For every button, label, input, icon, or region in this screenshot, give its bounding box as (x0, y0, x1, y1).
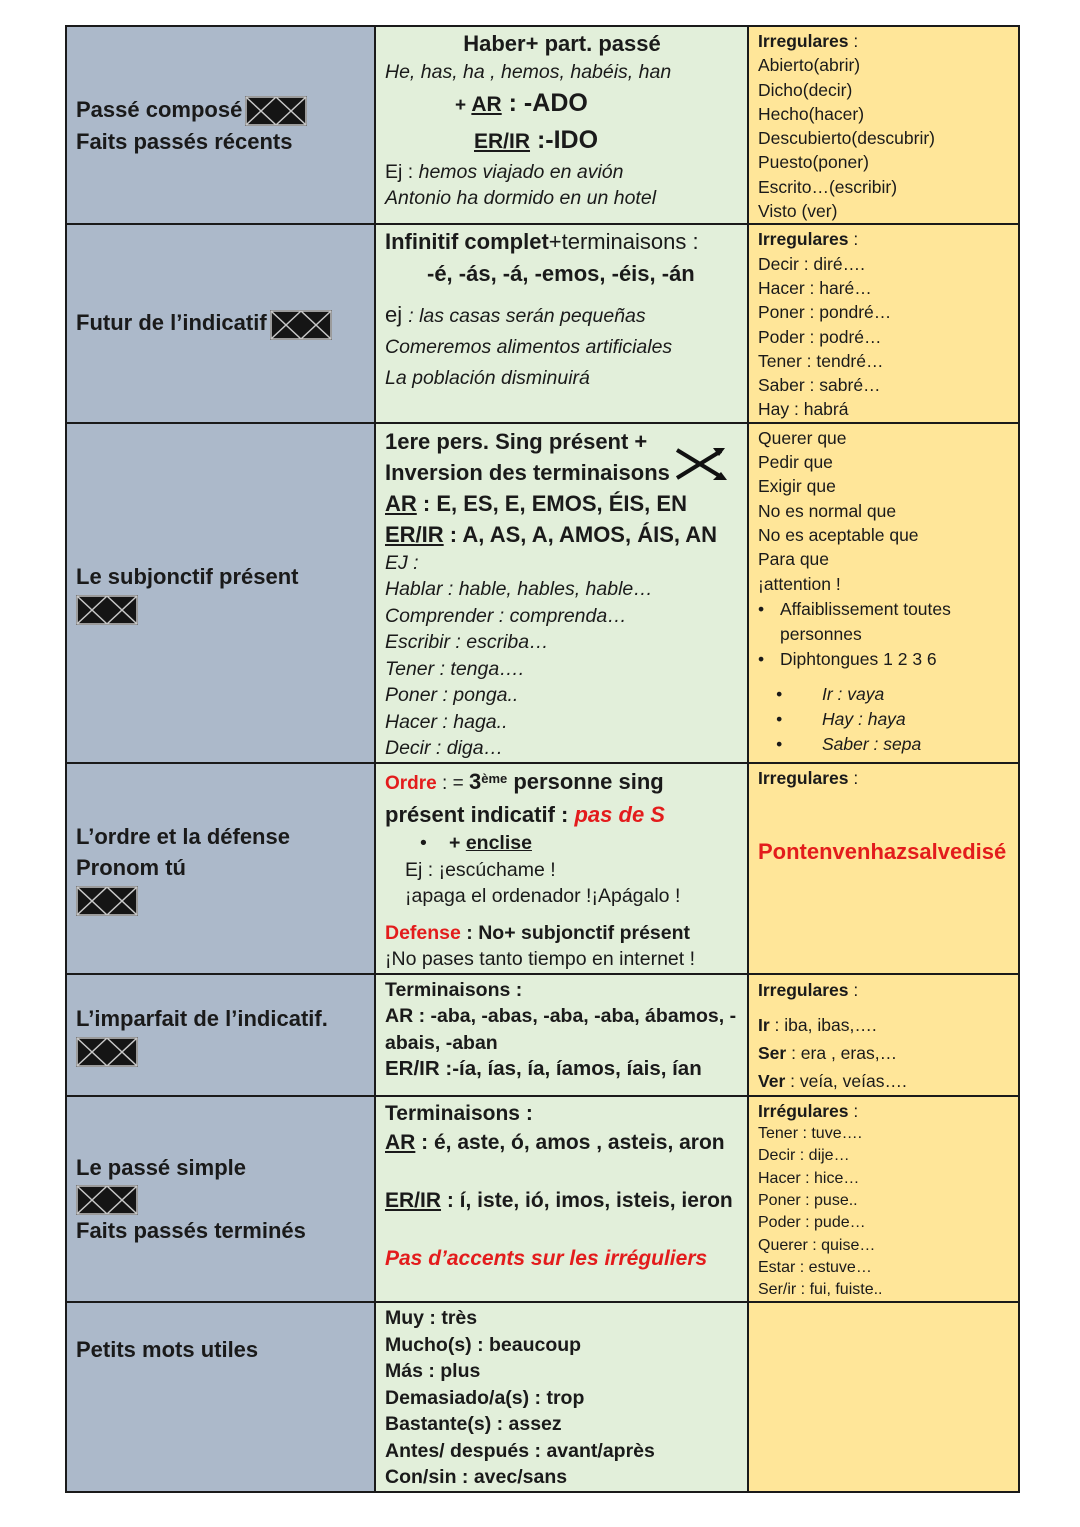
irregular-item: Poder : podré… (758, 326, 882, 347)
trigger-item: Querer que (758, 427, 847, 448)
example: ¡apaga el ordenador !¡Apágalo ! (405, 885, 681, 908)
vocab-item: Con/sin : avec/sans (385, 1466, 568, 1489)
bullet-item: • Diphtongues 1 2 3 6 (716, 647, 1010, 672)
bullet-list (385, 830, 739, 857)
row-passe-simple (66, 1096, 1019, 1303)
example: Comeremos alimentos artificiales (385, 336, 673, 359)
rule-warning: Pas d’accents sur les irréguliers (385, 1246, 708, 1270)
example: Comprender : comprenda… (385, 604, 627, 627)
irregular-item: Tener : tendré… (758, 350, 884, 371)
rule-cell: Haber+ part. passé He, has, ha , hemos, habéis, han + AR : -ADO ER/IR :-IDO Ej : hemos viajado en avión Antonio ha dormido en un hotel (375, 26, 748, 224)
crossed-box-icon (76, 595, 138, 625)
endings: -é, -ás, -á, -emos, -éis, -án (427, 261, 695, 287)
example: Tener : tenga…. (385, 657, 525, 680)
crossed-box-icon (76, 1185, 138, 1215)
row-subjonctif (66, 423, 1019, 763)
example: Poner : ponga.. (385, 684, 519, 707)
irregular-item: Visto (ver) (758, 201, 838, 222)
example: Ej : ¡escúchame ! (405, 858, 556, 881)
tense-cell (66, 26, 375, 224)
bullet-item: • Saber : sepa (758, 732, 1010, 757)
irregular-title: Irregulares (758, 31, 849, 51)
vocab-item: Mucho(s) : beaucoup (385, 1333, 582, 1356)
example: Escribir : escriba… (385, 631, 549, 654)
irregular-cell: Irregulares : Decir : diré…. Hacer : haré… Poner : pondré… Poder : podré… Tener : tendré… Saber : sabré… Hay : habrá (748, 224, 1019, 422)
example: ¡No pases tanto tiempo en internet ! (385, 948, 696, 971)
vocab-item: Antes/ después : avant/après (385, 1439, 655, 1462)
rule-cell: Terminaisons : AR : é, aste, ó, amos , asteis, aron ER/IR : í, iste, ió, imos, isteis, ieron Pas d’accents sur les irréguliers (375, 1096, 748, 1303)
bullet-list (716, 597, 1010, 672)
tense-cell (66, 1302, 375, 1492)
irregular-item: Descubierto(descubrir) (758, 128, 936, 149)
irregular-item: Hecho(hacer) (758, 103, 865, 124)
irregular-item: Hacer : haré… (758, 277, 872, 298)
conjugation-line: He, has, ha , hemos, habéis, han (385, 61, 672, 83)
irregular-item: Estar : estuve… (758, 1258, 872, 1276)
defense-label: Defense (385, 921, 461, 944)
tense-name: L’imparfait de l’indicatif. (76, 1005, 328, 1031)
tense-cell (66, 1096, 375, 1303)
tense-name: Le subjonctif présent (76, 563, 299, 589)
tense-cell (66, 423, 375, 763)
irregular-item: Decir : diré…. (758, 253, 865, 274)
trigger-item: Para que (758, 549, 830, 570)
bullet-list (758, 682, 1010, 757)
irregular-title: Irregulares (758, 229, 849, 250)
irregular-title: Irrégulares (758, 1100, 849, 1121)
row-petits-mots (66, 1302, 1019, 1492)
crossed-box-icon (76, 886, 138, 916)
irregular-item: Poder : pude… (758, 1214, 866, 1232)
rule-cell (375, 1302, 748, 1492)
row-futur (66, 224, 1019, 422)
irregular-cell: Irrégulares : Tener : tuve…. Decir : dije… Hacer : hice… Poner : puse.. Poder : pude… Querer : quise… Estar : estuve… Ser/ir : fui, fuiste.. (748, 1096, 1019, 1303)
example: La población disminuirá (385, 367, 590, 390)
bullet-item: • Affaiblissement toutes personnes (716, 597, 1010, 647)
irregular-item: Escrito…(escribir) (758, 176, 898, 197)
example: Decir : diga… (385, 737, 504, 760)
irregular-item: Puesto(poner) (758, 152, 869, 173)
rule-cell: 1ere pers. Sing présent + Inversion des terminaisons AR : E, ES, E, EMOS, ÉIS, EN ER/IR : A, AS, A, AMOS, ÁIS, AN EJ : Hablar : hable, hables, hable… Comprender : comprenda… Escribir : escriba… Tener : tenga…. Poner : ponga.. Hacer : haga.. Decir : diga… (375, 423, 748, 763)
vocab-item: Muy : très (385, 1307, 478, 1330)
rule-cell: Terminaisons : AR : -aba, -abas, -aba, -aba, ábamos, - abais, -aban ER/IR :-ía, ías, ía, íamos, íais, ían (375, 974, 748, 1096)
tense-name: Le passé simple (76, 1155, 246, 1181)
row-passe-compose (66, 26, 1019, 224)
irregular-cell: Irregulares : Abierto(abrir) Dicho(decir) Hecho(hacer) Descubierto(descubrir) Puesto(poner) Escrito…(escribir) Visto (ver) (748, 26, 1019, 224)
vocab-item: Bastante(s) : assez (385, 1413, 562, 1436)
bullet-item: • Ir : vaya (758, 682, 1010, 707)
tense-cell (66, 224, 375, 422)
swap-arrows-icon (673, 444, 731, 484)
example: Antonio ha dormido en un hotel (385, 187, 657, 209)
rule-cell: Ordre : = 3ème personne sing présent indicatif : pas de S • + enclise Ej : ¡escúchame ! ¡apaga el ordenador !¡Apágalo ! Defense : No+ subjonctif présent ¡No pases tanto tiempo en internet ! (375, 763, 748, 974)
tense-name: Petits mots utiles (76, 1337, 259, 1363)
bullet-item: • + enclise (385, 830, 739, 857)
irregular-title: Irregulares (758, 767, 849, 788)
tense-name: Futur de l’indicatif (76, 310, 267, 336)
irregular-item: Poner : pondré… (758, 302, 892, 323)
erir-term: ER/IR (474, 129, 531, 153)
irregular-item: Abierto(abrir) (758, 55, 861, 76)
trigger-item: Pedir que (758, 452, 833, 473)
row-ordre (66, 763, 1019, 974)
irregular-item: Saber : sabré… (758, 375, 881, 396)
irregular-item: Dicho(decir) (758, 79, 853, 100)
irregular-cell: Irregulares : Ir : iba, ibas,…. Ser : era , eras,… Ver : veía, veías…. (748, 974, 1019, 1096)
rule-cell: Infinitif complet+terminaisons : -é, -ás, -á, -emos, -éis, -án ej : las casas serán pequeñas Comeremos alimentos artificiales La población disminuirá (375, 224, 748, 422)
irregular-item: Tener : tuve…. (758, 1125, 863, 1143)
vocab-item: Más : plus (385, 1360, 481, 1383)
rule-warning: pas de S (574, 801, 665, 827)
irregular-item: Hay : habrá (758, 399, 849, 420)
tense-subtitle: Pronom tú (76, 854, 186, 880)
grammar-table (65, 25, 1020, 1493)
example: Hacer : haga.. (385, 710, 508, 733)
tense-name: L’ordre et la défense (76, 823, 290, 849)
mnemonic: Pontenvenhazsalvedisé (758, 839, 1007, 865)
irregular-cell (748, 423, 1019, 763)
trigger-item: Exigir que (758, 476, 836, 497)
example: hemos viajado en avión (418, 160, 624, 183)
trigger-item: No es aceptable que (758, 524, 919, 545)
irregular-item: Hacer : hice… (758, 1169, 860, 1187)
erir-ending: :-IDO (530, 125, 599, 154)
attention-label: ¡attention ! (758, 573, 841, 594)
tense-name: Passé composé (76, 96, 243, 122)
tense-cell (66, 763, 375, 974)
ar-term: AR (471, 92, 502, 116)
irregular-cell: Irregulares : Pontenvenhazsalvedisé (748, 763, 1019, 974)
ar-ending: : -ADO (501, 88, 588, 117)
irregular-item: Querer : quise… (758, 1236, 876, 1254)
example: : las casas serán pequeñas (408, 305, 646, 328)
irregular-title: Irregulares (758, 979, 849, 1000)
crossed-box-icon (270, 310, 332, 340)
tense-subtitle: Faits passés terminés (76, 1218, 306, 1244)
example: Hablar : hable, hables, hable… (385, 578, 653, 601)
crossed-box-icon (245, 96, 307, 126)
irregular-cell (748, 1302, 1019, 1492)
irregular-item: Poner : puse.. (758, 1191, 858, 1209)
irregular-item: Decir : dije… (758, 1147, 850, 1165)
tense-subtitle: Faits passés récents (76, 128, 293, 154)
trigger-item: No es normal que (758, 500, 897, 521)
rule-heading: Haber+ part. passé (463, 31, 661, 56)
crossed-box-icon (76, 1037, 138, 1067)
irregular-item: Ser/ir : fui, fuiste.. (758, 1281, 883, 1299)
bullet-item: • Hay : haya (758, 707, 1010, 732)
ordre-label: Ordre (385, 772, 437, 794)
tense-cell (66, 974, 375, 1096)
vocab-item: Demasiado/a(s) : trop (385, 1386, 585, 1409)
row-imparfait (66, 974, 1019, 1096)
